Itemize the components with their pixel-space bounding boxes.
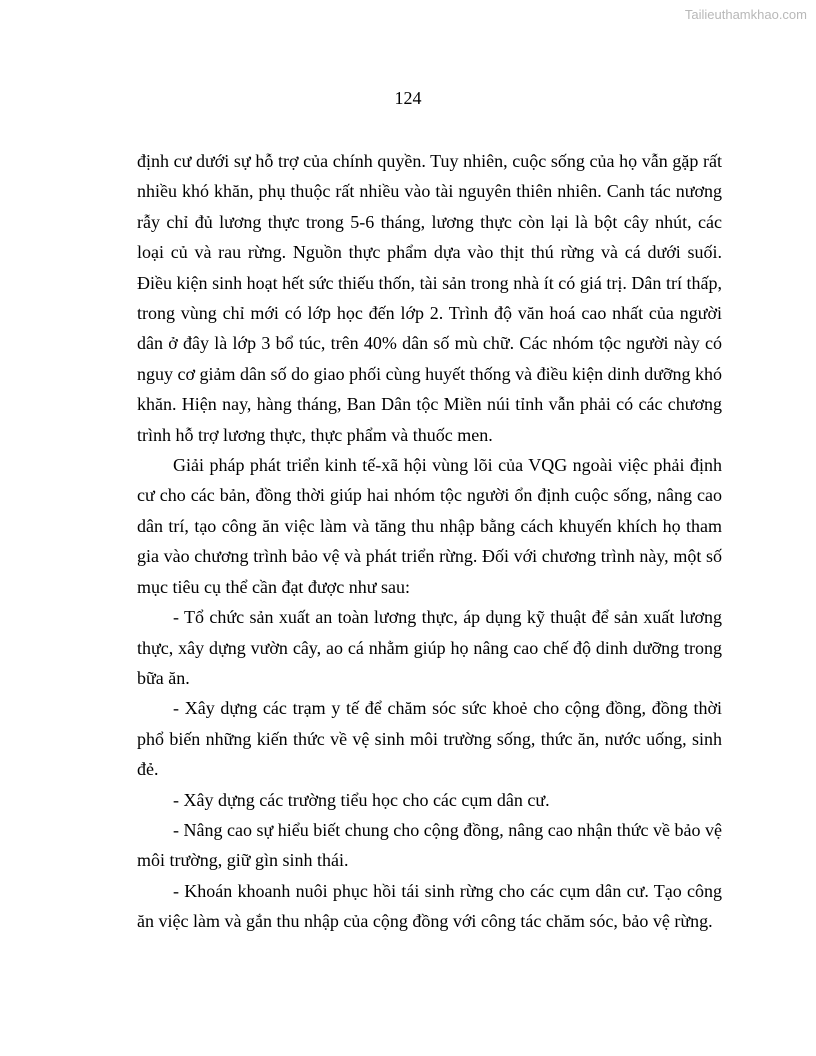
paragraph-living-conditions: định cư dưới sự hỗ trợ của chính quyền. Tuy nhiên, cuộc sống của họ vẫn gặp rất nhiều khó khăn, phụ thuộc rất nhiều vào tài nguyên thiên nhiên. Canh tác nương rẫy chỉ đủ lương thực trong 5-6 tháng, lương thực còn lại là bột cây nhút, các loại củ và rau rừng. Nguồn thực phẩm dựa vào thịt thú rừng và cá dưới suối. Điều kiện sinh hoạt hết sức thiếu thốn, tài sản trong nhà ít có giá trị. Dân trí thấp, trong vùng chỉ mới có lớp học đến lớp 2. Trình độ văn hoá cao nhất của người dân ở đây là lớp 3 bổ túc, trên 40% dân số mù chữ. Các nhóm tộc người này có nguy cơ giảm dân số do giao phối cùng huyết thống và điều kiện dinh dưỡng khó khăn. Hiện nay, hàng tháng, Ban Dân tộc Miền núi tỉnh vẫn phải có các chương trình hỗ trợ lương thực, thực phẩm và thuốc men.	[137, 151, 722, 445]
watermark-text: Tailieuthamkhao.com	[684, 7, 807, 22]
list-item-forest-regeneration: - Khoán khoanh nuôi phục hồi tái sinh rừng cho các cụm dân cư. Tạo công ăn việc làm và gắn thu nhập của cộng đồng với công tác chăm sóc, bảo vệ rừng.	[137, 880, 722, 932]
paragraph-development-solution: Giải pháp phát triển kinh tế-xã hội vùng lõi của VQG ngoài việc phải định cư cho các bản, đồng thời giúp hai nhóm tộc người ổn định cuộc sống, nâng cao dân trí, tạo công ăn việc làm và tăng thu nhập bằng cách khuyến khích họ tham gia vào chương trình bảo vệ và phát triển rừng. Đối với chương trình này, một số mục tiêu cụ thể cần đạt được như sau:	[137, 455, 722, 597]
list-item-primary-schools: - Xây dựng các trường tiểu học cho các cụm dân cư.	[173, 789, 550, 810]
list-item-health-stations: - Xây dựng các trạm y tế để chăm sóc sức khoẻ cho cộng đồng, đồng thời phổ biến những kiến thức về vệ sinh môi trường sống, thức ăn, nước uống, sinh đẻ.	[137, 698, 722, 780]
list-item-food-security: - Tổ chức sản xuất an toàn lương thực, áp dụng kỹ thuật để sản xuất lương thực, xây dựng vườn cây, ao cá nhằm giúp họ nâng cao chế độ dinh dưỡng trong bữa ăn.	[137, 607, 722, 688]
page-number: 124	[394, 88, 422, 108]
list-item-community-awareness: - Nâng cao sự hiểu biết chung cho cộng đồng, nâng cao nhận thức về bảo vệ môi trường, giữ gìn sinh thái.	[137, 819, 722, 871]
document-body	[137, 146, 722, 937]
